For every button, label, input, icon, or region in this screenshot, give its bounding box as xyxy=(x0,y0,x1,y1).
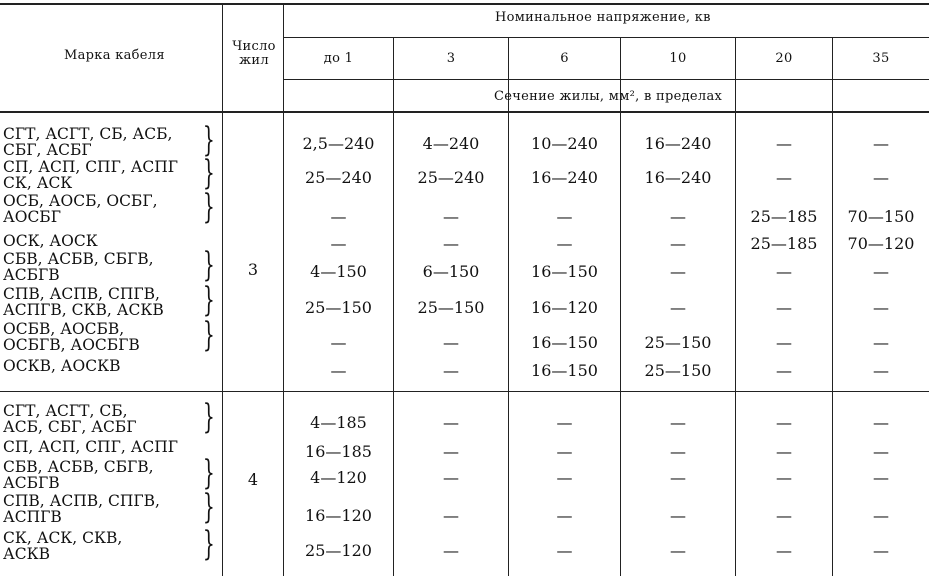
cable-brand-line: СБВ, АСБВ, СБГВ, xyxy=(3,458,154,476)
section-range-cell: — xyxy=(443,541,459,560)
section-range-cell: 16—240 xyxy=(644,134,712,153)
cable-brand-line: СПВ, АСПВ, СПГВ, xyxy=(3,492,160,510)
section-range-cell: — xyxy=(443,506,459,525)
brace-mark: } xyxy=(202,187,215,227)
cable-brand-line: СГТ, АСГТ, СБ, АСБ, xyxy=(3,125,173,143)
section-range-cell: — xyxy=(330,361,347,380)
section-range-cell: — xyxy=(776,134,792,153)
section-range-cell: — xyxy=(670,541,686,560)
section-range-cell: 16—150 xyxy=(531,262,598,281)
section-range-cell: 25—150 xyxy=(417,298,485,317)
cable-brand-line: ОСКВ, АОСКВ xyxy=(3,357,121,375)
group-separator-rule xyxy=(0,391,929,392)
section-range-cell: — xyxy=(670,262,686,281)
cable-brand-line: ОСБВ, АОСБВ, xyxy=(3,320,125,338)
cable-brand-line: СГТ, АСГТ, СБ, xyxy=(3,402,128,420)
section-range-cell: — xyxy=(556,442,573,461)
section-range-cell: — xyxy=(330,207,347,226)
voltage-header-20: 20 xyxy=(775,51,793,66)
section-range-cell: 25—150 xyxy=(644,333,712,352)
section-range-cell: 16—240 xyxy=(531,168,598,187)
col-rule-cores-right xyxy=(283,3,284,576)
section-range-cell: 16—150 xyxy=(531,361,598,380)
cable-brand-line: ОСБ, АОСБ, ОСБГ, xyxy=(3,192,158,210)
section-range-cell: — xyxy=(556,207,573,226)
cable-brand-line: АСБГВ xyxy=(3,474,60,492)
cable-brand-line: ОСК, АОСК xyxy=(3,232,98,250)
section-range-cell: — xyxy=(556,541,573,560)
section-range-cell: — xyxy=(776,361,792,380)
section-range-cell: 70—150 xyxy=(847,207,915,226)
section-range-cell: — xyxy=(873,442,889,461)
section-range-cell: — xyxy=(556,413,573,432)
cable-brand-line: АСКВ xyxy=(3,545,50,563)
section-range-cell: 16—185 xyxy=(305,442,372,461)
section-range-cell: 10—240 xyxy=(531,134,598,153)
section-range-cell: — xyxy=(556,234,573,253)
cable-brand-line: СБГ, АСБГ xyxy=(3,141,92,159)
brand-column-header: Марка кабеля xyxy=(64,48,165,63)
section-range-cell: — xyxy=(556,506,573,525)
section-range-cell: — xyxy=(873,134,889,153)
section-range-cell: — xyxy=(776,506,792,525)
section-range-cell: — xyxy=(670,298,686,317)
section-range-cell: — xyxy=(776,413,792,432)
header-bottom-rule xyxy=(0,111,929,113)
section-range-cell: — xyxy=(873,333,889,352)
section-range-cell: — xyxy=(776,262,792,281)
cores-column-header-text: Число жил xyxy=(232,39,276,68)
section-range-cell: — xyxy=(670,506,686,525)
section-range-cell: — xyxy=(670,207,686,226)
cable-brand-line: ОСБГВ, АОСБГВ xyxy=(3,336,140,354)
section-range-cell: 6—150 xyxy=(422,262,480,281)
section-range-cell: 4—150 xyxy=(310,262,367,281)
section-range-cell: — xyxy=(556,468,573,487)
section-range-cell: — xyxy=(776,541,792,560)
section-range-cell: — xyxy=(443,207,459,226)
section-range-cell: 16—120 xyxy=(531,298,598,317)
brace-mark: } xyxy=(202,280,215,320)
brace-mark: } xyxy=(202,245,215,285)
cable-brand-line: СП, АСП, СПГ, АСПГ xyxy=(3,438,179,456)
section-range-cell: — xyxy=(873,413,889,432)
cable-brand-line: СБВ, АСБВ, СБГВ, xyxy=(3,250,154,268)
col-rule-cores-left xyxy=(222,3,223,576)
section-range-cell: — xyxy=(670,413,686,432)
brace-mark: } xyxy=(202,524,215,564)
section-range-cell: 25—150 xyxy=(644,361,712,380)
cable-brand-line: СК, АСК, СКВ, xyxy=(3,529,123,547)
section-range-cell: — xyxy=(776,298,792,317)
brace-mark: } xyxy=(202,453,215,493)
cable-brand-line: АСБГВ xyxy=(3,266,60,284)
cable-brand-line: АСПГВ, СКВ, АСКВ xyxy=(3,301,164,319)
section-range-cell: 2,5—240 xyxy=(302,134,375,153)
section-range-cell: 4—120 xyxy=(310,468,367,487)
section-range-cell: — xyxy=(443,361,459,380)
cable-brand-line: АСПГВ xyxy=(3,508,62,526)
voltage-title: Номинальное напряжение, кв xyxy=(495,10,711,25)
voltage-header-6: 6 xyxy=(560,51,569,66)
section-range-cell: 25—240 xyxy=(305,168,372,187)
brace-mark: } xyxy=(202,315,215,355)
section-range-cell: 16—150 xyxy=(531,333,598,352)
section-range-cell: — xyxy=(443,234,459,253)
section-range-cell: 4—185 xyxy=(310,413,367,432)
voltage-header-35: 35 xyxy=(872,51,890,66)
section-range-cell: 25—185 xyxy=(750,207,818,226)
section-range-cell: — xyxy=(873,168,889,187)
section-range-cell: — xyxy=(330,333,347,352)
cable-brand-line: СПВ, АСПВ, СПГВ, xyxy=(3,285,160,303)
voltage-header-1: до 1 xyxy=(323,51,354,66)
brace-mark: } xyxy=(202,397,215,437)
section-range-cell: — xyxy=(873,541,889,560)
top-rule xyxy=(0,3,929,5)
section-range-cell: 4—240 xyxy=(422,134,480,153)
section-range-cell: — xyxy=(873,298,889,317)
cores-column-header xyxy=(226,40,282,68)
section-range-cell: — xyxy=(443,442,459,461)
section-range-cell: — xyxy=(873,361,889,380)
cable-brand-line: АОСБГ xyxy=(3,208,61,226)
cable-brand-line: АСБ, СБГ, АСБГ xyxy=(3,418,137,436)
section-range-cell: — xyxy=(670,442,686,461)
section-range-cell: 16—240 xyxy=(644,168,712,187)
voltage-header-3: 3 xyxy=(446,51,456,66)
section-range-cell: — xyxy=(330,234,347,253)
brace-mark: } xyxy=(202,487,215,527)
section-range-cell: — xyxy=(776,468,792,487)
section-range-cell: — xyxy=(776,442,792,461)
section-range-cell: — xyxy=(670,234,686,253)
section-range-cell: — xyxy=(776,168,792,187)
cores-value-group-2: 4 xyxy=(247,470,259,489)
section-range-cell: 25—185 xyxy=(750,234,818,253)
voltage-header-10: 10 xyxy=(669,51,687,66)
cores-value-group-1: 3 xyxy=(247,260,259,279)
cable-brand-line: СП, АСП, СПГ, АСПГ xyxy=(3,158,179,176)
cable-brand-line: СК, АСК xyxy=(3,174,73,192)
section-range-cell: 25—240 xyxy=(417,168,485,187)
section-range-cell: 25—120 xyxy=(305,541,372,560)
section-range-cell: 70—120 xyxy=(847,234,915,253)
section-range-cell: — xyxy=(670,468,686,487)
section-range-cell: — xyxy=(443,413,459,432)
section-range-cell: — xyxy=(443,333,459,352)
section-range-cell: — xyxy=(873,262,889,281)
section-title: Сечение жилы, мм², в пределах xyxy=(494,89,723,104)
section-range-cell: — xyxy=(443,468,459,487)
brace-mark: } xyxy=(202,120,215,160)
section-range-cell: — xyxy=(776,333,792,352)
section-range-cell: — xyxy=(873,506,889,525)
section-range-cell: 16—120 xyxy=(305,506,372,525)
section-range-cell: — xyxy=(873,468,889,487)
brace-mark: } xyxy=(202,153,215,193)
section-range-cell: 25—150 xyxy=(305,298,372,317)
